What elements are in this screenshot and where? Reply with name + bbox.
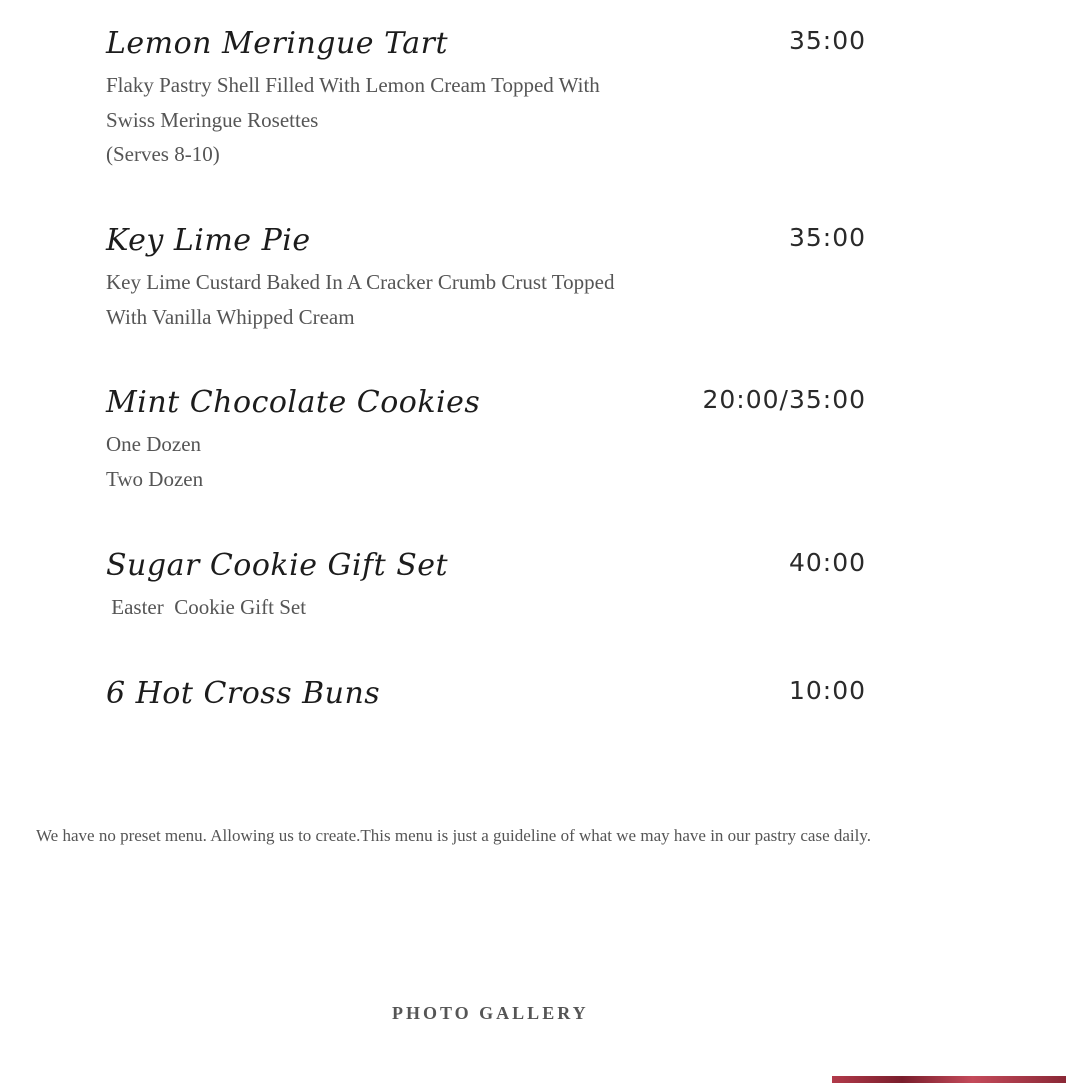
item-description-line: (Serves 8-10) xyxy=(106,142,220,166)
item-name: Sugar Cookie Gift Set xyxy=(106,548,449,583)
menu-item-sugar-cookie-gift-set xyxy=(106,548,866,625)
menu-item-mint-chocolate-cookies xyxy=(106,385,866,496)
item-description xyxy=(106,265,866,334)
gallery-photo-thumbnail[interactable] xyxy=(832,1076,1066,1083)
item-description xyxy=(106,590,866,625)
item-description-line: With Vanilla Whipped Cream xyxy=(106,304,355,329)
item-name: Key Lime Pie xyxy=(106,223,311,258)
item-description xyxy=(106,427,866,496)
item-name: Mint Chocolate Cookies xyxy=(106,385,481,420)
item-name: Lemon Meringue Tart xyxy=(106,26,449,61)
item-price: 35:00 xyxy=(788,26,866,55)
item-description xyxy=(106,68,866,172)
item-description-line: Key Lime Custard Baked In A Cracker Crumb Crust Topped xyxy=(106,270,615,294)
item-description-line: One Dozen xyxy=(106,432,202,456)
item-description-line: Two Dozen xyxy=(106,466,204,491)
menu-disclaimer-note: We have no preset menu. Allowing us to create.This menu is just a guideline of what we may have in our pastry case daily. xyxy=(36,826,872,845)
item-price: 20:00/35:00 xyxy=(702,385,866,414)
item-price: 35:00 xyxy=(788,223,866,252)
item-description-line: Easter Cookie Gift Set xyxy=(106,595,307,619)
photo-gallery-heading: PHOTO GALLERY xyxy=(392,1003,589,1023)
item-description-line: Swiss Meringue Rosettes xyxy=(106,107,319,132)
menu-item-key-lime-pie xyxy=(106,223,866,334)
item-price: 10:00 xyxy=(788,676,866,705)
menu-item-hot-cross-buns xyxy=(106,676,866,712)
item-price: 40:00 xyxy=(788,548,866,577)
item-name: 6 Hot Cross Buns xyxy=(106,676,381,711)
item-description-line: Flaky Pastry Shell Filled With Lemon Cream Topped With xyxy=(106,73,600,97)
menu-item-lemon-meringue-tart xyxy=(106,26,866,172)
